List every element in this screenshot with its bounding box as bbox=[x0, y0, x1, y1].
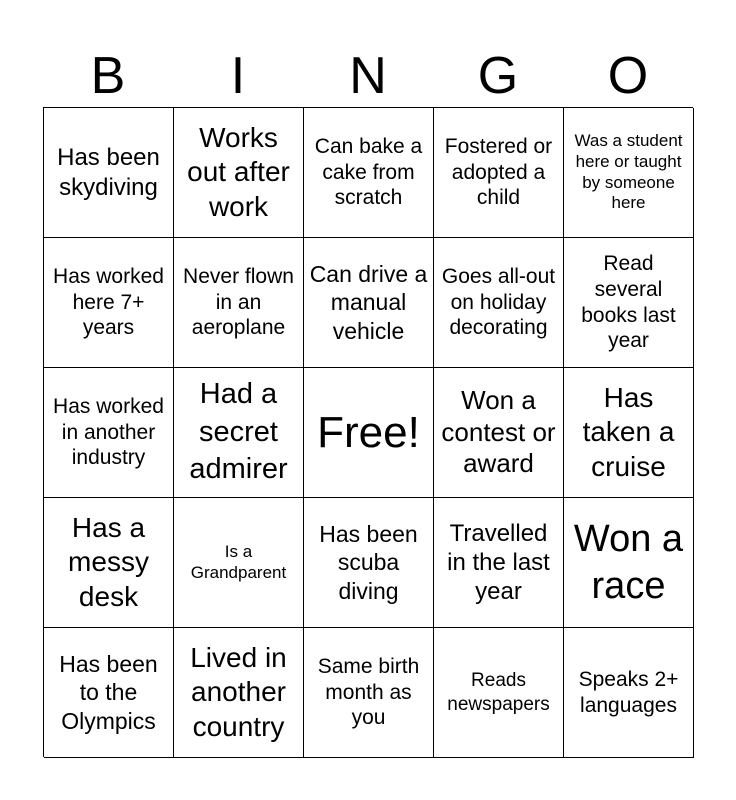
header-letter-g: G bbox=[477, 47, 519, 105]
bingo-cell[interactable]: Can drive a manual vehicle bbox=[304, 238, 434, 368]
bingo-cell[interactable]: Has been scuba diving bbox=[304, 498, 434, 628]
bingo-board bbox=[43, 107, 693, 757]
free-space[interactable]: Free! bbox=[304, 368, 434, 498]
bingo-cell[interactable]: Had a secret admirer bbox=[174, 368, 304, 498]
bingo-cell[interactable]: Was a student here or taught by someone here bbox=[564, 108, 694, 238]
header-letter-n: N bbox=[349, 47, 387, 105]
bingo-cell[interactable]: Reads newspapers bbox=[434, 628, 564, 758]
header-letter-o: O bbox=[607, 47, 649, 105]
bingo-cell[interactable]: Has been to the Olympics bbox=[44, 628, 174, 758]
bingo-cell[interactable]: Works out after work bbox=[174, 108, 304, 238]
bingo-cell[interactable]: Has worked here 7+ years bbox=[44, 238, 174, 368]
bingo-cell[interactable]: Same birth month as you bbox=[304, 628, 434, 758]
bingo-cell[interactable]: Goes all-out on holiday decorating bbox=[434, 238, 564, 368]
bingo-cell[interactable]: Never flown in an aeroplane bbox=[174, 238, 304, 368]
bingo-cell[interactable]: Read several books last year bbox=[564, 238, 694, 368]
bingo-cell[interactable]: Has taken a cruise bbox=[564, 368, 694, 498]
bingo-cell[interactable]: Is a Grandparent bbox=[174, 498, 304, 628]
bingo-cell[interactable]: Has been skydiving bbox=[44, 108, 174, 238]
bingo-cell[interactable]: Won a race bbox=[564, 498, 694, 628]
bingo-header bbox=[43, 48, 693, 104]
bingo-cell[interactable]: Travelled in the last year bbox=[434, 498, 564, 628]
header-letter-b: B bbox=[90, 47, 126, 105]
bingo-cell[interactable]: Speaks 2+ languages bbox=[564, 628, 694, 758]
bingo-cell[interactable]: Can bake a cake from scratch bbox=[304, 108, 434, 238]
bingo-cell[interactable]: Has worked in another industry bbox=[44, 368, 174, 498]
bingo-cell[interactable]: Won a contest or award bbox=[434, 368, 564, 498]
header-letter-i: I bbox=[230, 47, 246, 105]
bingo-cell[interactable]: Lived in another country bbox=[174, 628, 304, 758]
bingo-cell[interactable]: Fostered or adopted a child bbox=[434, 108, 564, 238]
bingo-cell[interactable]: Has a messy desk bbox=[44, 498, 174, 628]
